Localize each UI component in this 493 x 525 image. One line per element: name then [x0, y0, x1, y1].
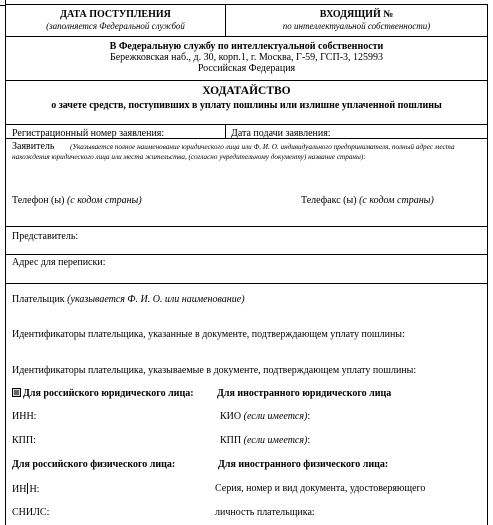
fax-field — [301, 195, 434, 207]
kio-field: КИО (если имеется): — [220, 411, 311, 422]
addressee-line-2: Бережковская наб., д. 30, корп.1, г. Москва, Г-59, ГСП-3, 125993 — [109, 52, 384, 63]
reg-date-divider — [225, 124, 226, 138]
payer-label: Плательщик — [12, 294, 65, 305]
kpp-foreign-label: КПП — [220, 435, 242, 446]
ru-legal-entity-row — [12, 388, 194, 400]
foreign-person-title: Для иностранного физического лица: — [218, 459, 389, 470]
phone-field — [12, 195, 142, 207]
representative-bottom-rule — [6, 254, 487, 255]
receipt-date-title: ДАТА ПОСТУПЛЕНИЯ — [60, 9, 171, 20]
inn-person-label-end: Н: — [29, 484, 40, 495]
addressee-line-3: Российская Федерация — [197, 63, 296, 74]
addressee-bottom-rule — [6, 80, 487, 81]
kpp-label: КПП: — [12, 435, 36, 446]
payer-ids-text-2: Идентификаторы плательщика, указываемые в документе, подтверждающем уплату пошлины: — [12, 365, 417, 376]
applicant-note: (Указывается полное наименование юридического лица или Ф. И. О. индивидуального предпринимателя, полный адрес места нахождения юридического лица или места жительства, (согласно учредительному документу) название страны): — [12, 143, 455, 161]
incoming-number-note: по интеллектуальной собственности) — [282, 21, 431, 31]
petition-form — [5, 4, 488, 525]
address-bottom-rule — [6, 283, 487, 284]
incoming-number-title: ВХОДЯЩИЙ № — [319, 9, 394, 20]
foreign-legal-entity-title: Для иностранного юридического лица — [217, 388, 392, 399]
payer-note: (указывается Ф. И. О. или наименование) — [67, 294, 245, 305]
kio-label: КИО — [220, 411, 242, 422]
kpp-foreign-field: КПП (если имеется): — [220, 435, 311, 446]
identity-document-label-cont: личность плательщика: — [215, 507, 315, 518]
inn-label: ИНН: — [12, 411, 37, 422]
fax-note: (с кодом страны) — [359, 195, 434, 206]
phone-note: (с кодом страны) — [66, 195, 142, 206]
phone-label: Телефон (ы) — [12, 195, 65, 206]
checkbox-icon[interactable] — [12, 388, 21, 397]
snils-label: СНИЛС: — [12, 507, 50, 518]
ru-person-title: Для российского физического лица: — [12, 459, 176, 470]
ru-legal-entity-title: Для российского юридического лица: — [23, 388, 194, 399]
kio-note: (если имеется) — [243, 411, 308, 422]
applicant-bottom-rule — [6, 226, 487, 227]
fax-label: Телефакс (ы) — [301, 195, 357, 206]
kpp-foreign-note: (если имеется) — [243, 435, 308, 446]
payer-field — [12, 294, 245, 306]
filing-date-label: Дата подачи заявления: — [231, 128, 331, 139]
addressee-line-1: В Федеральную службу по интеллектуальной собственности — [109, 41, 384, 52]
inn-person-field[interactable] — [12, 483, 39, 496]
inn-person-label-start: ИН — [12, 484, 27, 495]
identity-document-label: Серия, номер и вид документа, удостоверяющего — [215, 483, 426, 494]
form-subtitle: о зачете средств, поступивших в уплату пошлины или излишне уплаченной пошлины — [51, 100, 442, 111]
header-bottom-rule — [6, 36, 487, 37]
applicant-label: Заявитель — [12, 141, 55, 152]
representative-label: Представитель: — [12, 231, 79, 242]
title-bottom-rule — [6, 124, 487, 125]
payer-ids-text-1: Идентификаторы плательщика, указанные в документе, подтверждающем уплату пошлины: — [12, 329, 405, 340]
reg-row-bottom-rule — [6, 138, 487, 139]
receipt-date-note: (заполняется Федеральной службой — [46, 21, 185, 31]
form-title: ХОДАТАЙСТВО — [202, 85, 291, 97]
reg-number-label: Регистрационный номер заявления: — [12, 128, 165, 139]
address-label: Адрес для переписки: — [12, 257, 106, 268]
